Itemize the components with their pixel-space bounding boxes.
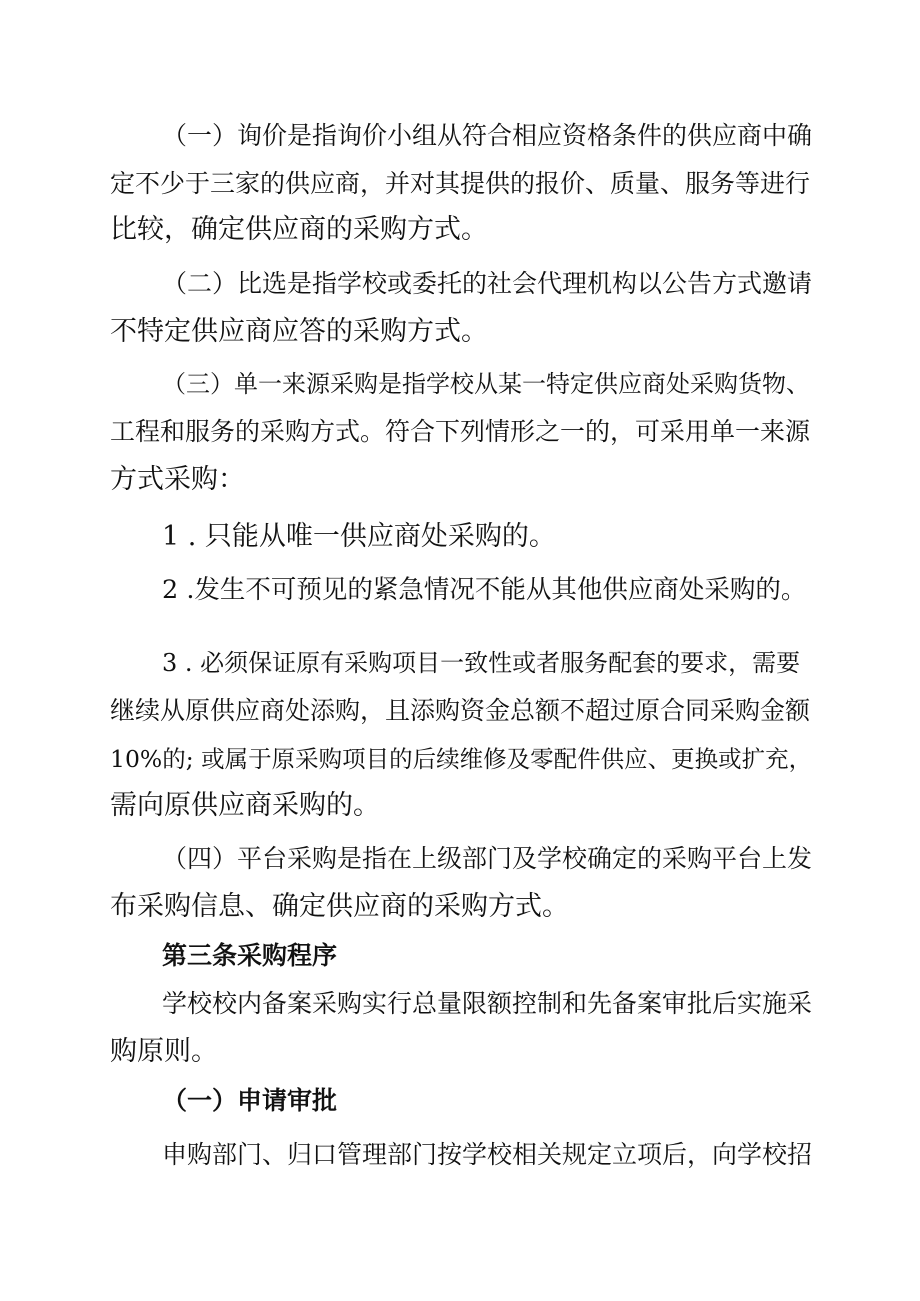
paragraph-line: 工程和服务的采购方式。符合下列情形之一的，可采用单一来源 [110, 417, 811, 446]
paragraph-line: 比较，确定供应商的采购方式。 [110, 214, 488, 245]
paragraph-line: 布采购信息、确定供应商的采购方式。 [110, 891, 569, 922]
paragraph-line: 继续从原供应商处添购，且添购资金总额不超过原合同采购金额 [110, 696, 811, 725]
list-item: 1 . 只能从唯一供应商处采购的。 [162, 521, 556, 552]
paragraph-line: 需向原供应商采购的。 [110, 790, 380, 821]
paragraph-line: 10%的; 或属于原采购项目的后续维修及零配件供应、更换或扩充， [110, 745, 813, 773]
paragraph-line: 方式采购： [110, 464, 245, 495]
paragraph-line: 购原则。 [110, 1036, 218, 1067]
paragraph-line: 不特定供应商应答的采购方式。 [110, 316, 488, 347]
paragraph-line: （四）平台采购是指在上级部门及学校确定的采购平台上发 [162, 844, 813, 873]
paragraph-line: 学校校内备案采购实行总量限额控制和先备案审批后实施采 [162, 989, 813, 1018]
paragraph-line: （二）比选是指学校或委托的社会代理机构以公告方式邀请 [162, 269, 813, 298]
paragraph-line: 定不少于三家的供应商，并对其提供的报价、质量、服务等进行 [110, 169, 811, 198]
paragraph-line: （三）单一来源采购是指学校从某一特定供应商处采购货物、 [162, 370, 810, 398]
list-item: 3 . 必须保证原有采购项目一致性或者服务配套的要求，需要 [162, 649, 801, 677]
list-item: 2 .发生不可预见的紧急情况不能从其他供应商处采购的。 [162, 575, 807, 605]
paragraph-line: 申购部门、归口管理部门按学校相关规定立项后，向学校招 [162, 1140, 813, 1169]
section-heading: 第三条采购程序 [162, 941, 338, 970]
paragraph-line: （一）询价是指询价小组从符合相应资格条件的供应商中确 [162, 121, 813, 150]
subsection-heading: （一）申请审批 [162, 1086, 338, 1115]
